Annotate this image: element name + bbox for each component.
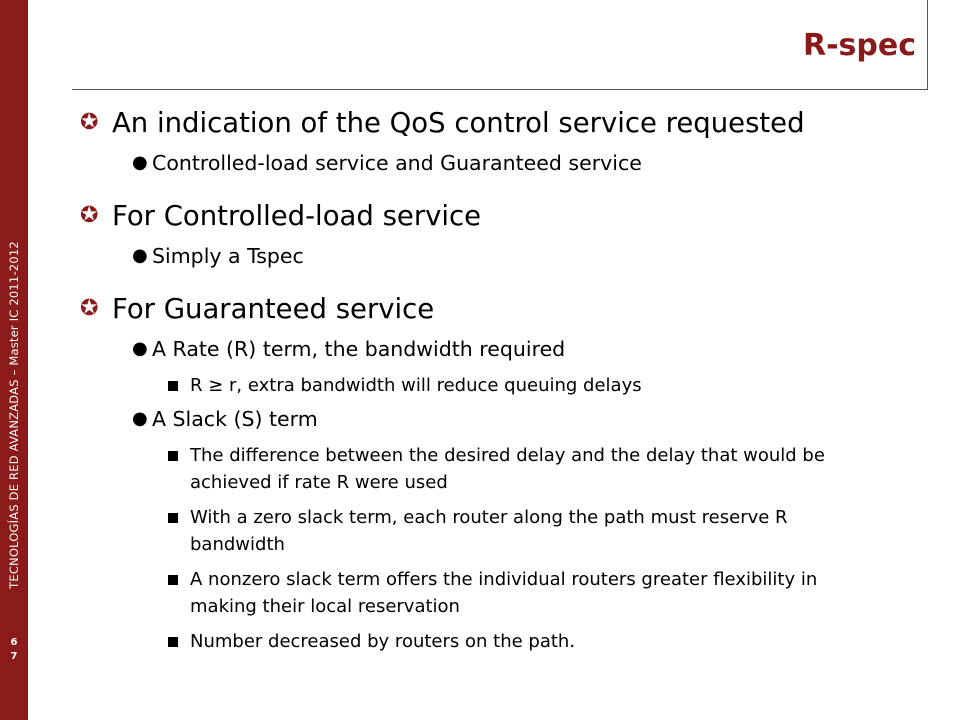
round-bullet-icon: ● <box>132 338 148 359</box>
title-divider-vertical <box>927 0 928 90</box>
bullet-text: A Slack (S) term <box>152 407 318 431</box>
bullet-text: R ≥ r, extra bandwidth will reduce queuing delays <box>190 375 642 396</box>
square-bullet-icon <box>168 566 190 585</box>
round-bullet-icon: ● <box>132 408 148 429</box>
round-bullet-icon: ● <box>132 152 148 173</box>
four-diamond-bullet-icon: ✪ <box>80 203 99 228</box>
square-bullet-icon <box>168 372 190 391</box>
bullet-level3 <box>168 372 930 399</box>
bullet-text: A nonzero slack term offers the individual routers greater flexibility in making their local reservation <box>190 569 818 617</box>
bullet-level2 <box>132 334 930 364</box>
title-divider-horizontal <box>72 89 928 90</box>
bullet-level1 <box>80 196 930 236</box>
bullet-text: Controlled-load service and Guaranteed service <box>152 151 642 175</box>
bullet-level2 <box>132 148 930 178</box>
bullet-text: Simply a Tspec <box>152 244 304 268</box>
page-number <box>0 636 28 664</box>
bullet-level3 <box>168 442 930 496</box>
bullet-level1 <box>80 289 930 329</box>
bullet-text: A Rate (R) term, the bandwidth required <box>152 337 566 361</box>
bullet-level1 <box>80 103 930 143</box>
bullet-text: With a zero slack term, each router along the path must reserve R bandwidth <box>190 507 788 555</box>
slide-title: R-spec <box>802 28 916 63</box>
page-number-digit: 6 <box>10 637 18 648</box>
bullet-text: An indication of the QoS control service requested <box>112 107 805 139</box>
square-bullet-icon <box>168 504 190 523</box>
bullet-text: The difference between the desired delay and the delay that would be achieved if rate R were used <box>190 445 825 493</box>
bullet-level2 <box>132 241 930 271</box>
four-diamond-bullet-icon: ✪ <box>80 296 99 321</box>
round-bullet-icon: ● <box>132 245 148 266</box>
bullet-level3 <box>168 628 930 655</box>
slide-body <box>80 103 930 655</box>
bullet-level3 <box>168 566 930 620</box>
bullet-level3 <box>168 504 930 558</box>
square-bullet-icon <box>168 628 190 647</box>
course-label: TECNOLOGÍAS DE RED AVANZADAS – Master IC 2011-2012 <box>7 241 21 589</box>
bullet-level2 <box>132 404 930 434</box>
four-diamond-bullet-icon: ✪ <box>80 110 99 135</box>
bullet-text: For Guaranteed service <box>112 293 435 325</box>
page-number-digit: 7 <box>10 651 18 662</box>
bullet-text: For Controlled-load service <box>112 200 482 232</box>
square-bullet-icon <box>168 442 190 461</box>
bullet-text: Number decreased by routers on the path. <box>190 631 576 652</box>
sidebar <box>0 0 28 720</box>
